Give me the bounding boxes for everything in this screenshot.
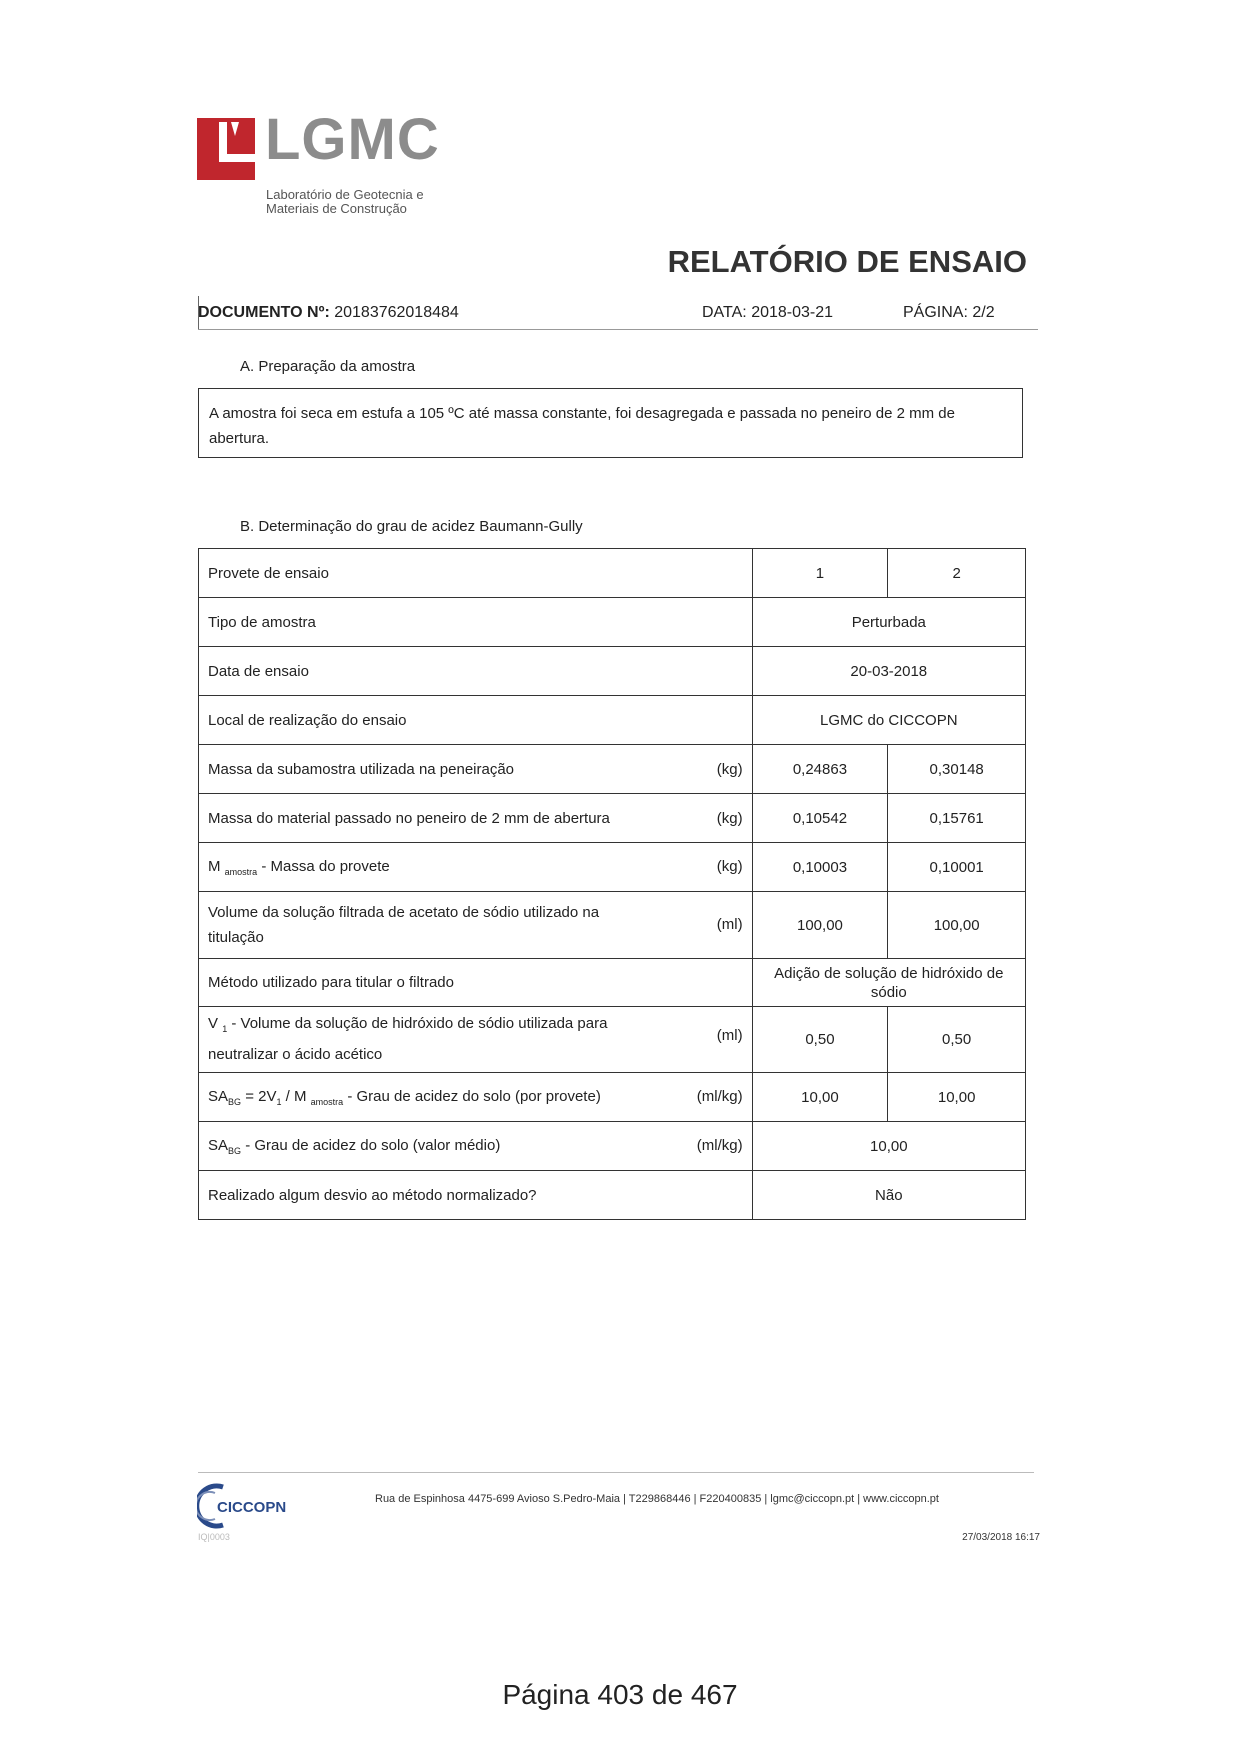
table-row xyxy=(199,1073,1026,1122)
row-label: Data de ensaio xyxy=(199,647,753,696)
value-1: 0,50 xyxy=(752,1007,888,1073)
value-2: 10,00 xyxy=(888,1073,1026,1122)
table-row xyxy=(199,843,1026,892)
value-2: 0,50 xyxy=(888,1007,1026,1073)
value-tipo: Perturbada xyxy=(752,598,1025,647)
value-1: 0,10542 xyxy=(752,794,888,843)
table-row xyxy=(199,959,1026,1007)
section-a-title: A. Preparação da amostra xyxy=(240,358,416,375)
unit: (kg) xyxy=(716,760,743,778)
value-sa-medio: 10,00 xyxy=(752,1122,1025,1171)
row-label: Método utilizado para titular o filtrado xyxy=(199,959,753,1007)
value-1: 10,00 xyxy=(752,1073,888,1122)
page-number: Página 403 de 467 xyxy=(502,1679,738,1710)
document-number: DOCUMENTO Nº: 20183762018484 xyxy=(198,304,459,321)
value-desvio: Não xyxy=(752,1171,1025,1220)
lgmc-logo-icon xyxy=(197,118,255,180)
unit: (ml) xyxy=(716,1027,743,1044)
row-label: (ml/kg) $SA_{BG} = 2V_1 / M$ $_{amostra}$ - Grau de acidez do solo (por provete) xyxy=(199,1073,753,1122)
value-provete-1: 1 xyxy=(752,549,888,598)
document-date: DATA: 2018-03-21 xyxy=(702,304,834,321)
unit: (ml/kg) xyxy=(696,1087,743,1105)
table-row xyxy=(199,647,1026,696)
table-row xyxy=(199,598,1026,647)
value-data: 20-03-2018 xyxy=(752,647,1025,696)
value-local: LGMC do CICCOPN xyxy=(752,696,1025,745)
section-b-title: B. Determinação do grau de acidez Baumann-Gully xyxy=(240,518,583,535)
results-table xyxy=(198,548,1026,1220)
row-label: (ml/kg) $SA_{BG}$ - Grau de acidez do solo (valor médio) xyxy=(199,1122,753,1171)
footer-logo-caption: IQ|0003 xyxy=(198,1532,230,1542)
value-provete-2: 2 xyxy=(888,549,1026,598)
report-title: RELATÓRIO DE ENSAIO xyxy=(667,244,1027,279)
table-row xyxy=(199,794,1026,843)
value-2: 100,00 xyxy=(888,892,1026,959)
logo-subtitle: Laboratório de Geotecnia e Materiais de Construção xyxy=(266,187,424,216)
row-label: Realizado algum desvio ao método normalizado? xyxy=(199,1171,753,1220)
value-metodo: Adição de solução de hidróxido de sódio xyxy=(752,959,1025,1007)
table-row xyxy=(199,892,1026,959)
value-1: 0,24863 xyxy=(752,745,888,794)
logo-text: LGMC xyxy=(265,107,440,172)
section-a-text: A amostra foi seca em estufa a 105 ºC até massa constante, foi desagregada e passada no peneiro de 2 mm de abertura. xyxy=(198,388,1023,458)
row-label: (ml) V $_1$ - Volume da solução de hidróxido de sódio utilizada para neutralizar o ácido acético xyxy=(199,1007,753,1073)
footer-address: Rua de Espinhosa 4475-699 Avioso S.Pedro-Maia | T229868446 | F220400835 | lgmc@ciccopn.pt | www.ciccopn.pt xyxy=(375,1493,939,1505)
footer-divider xyxy=(198,1472,1034,1473)
unit: (ml) xyxy=(716,916,743,933)
row-label: (kg) M $_{amostra}$ - Massa do provete xyxy=(199,843,753,892)
row-label: Provete de ensaio xyxy=(199,549,753,598)
value-1: 100,00 xyxy=(752,892,888,959)
row-label: (kg) Massa da subamostra utilizada na peneiração xyxy=(199,745,753,794)
table-row xyxy=(199,1122,1026,1171)
row-label: Local de realização do ensaio xyxy=(199,696,753,745)
table-row xyxy=(199,549,1026,598)
ciccopn-logo-icon xyxy=(197,1481,293,1531)
row-label: (kg) Massa do material passado no peneiro de 2 mm de abertura xyxy=(199,794,753,843)
unit: (ml/kg) xyxy=(696,1136,743,1154)
table-row xyxy=(199,745,1026,794)
value-1: 0,10003 xyxy=(752,843,888,892)
table-row xyxy=(199,1007,1026,1073)
footer-timestamp: 27/03/2018 16:17 xyxy=(962,1532,1040,1543)
value-2: 0,30148 xyxy=(888,745,1026,794)
row-label: Tipo de amostra xyxy=(199,598,753,647)
document-page: PÁGINA: 2/2 xyxy=(903,304,995,321)
value-2: 0,10001 xyxy=(888,843,1026,892)
value-2: 0,15761 xyxy=(888,794,1026,843)
footer-logo-text: CICCOPN xyxy=(217,1499,287,1516)
row-label: (ml) Volume da solução filtrada de acetato de sódio utilizado na titulação xyxy=(199,892,753,959)
table-row xyxy=(199,696,1026,745)
unit: (kg) xyxy=(716,809,743,827)
header-divider xyxy=(198,329,1038,330)
unit: (kg) xyxy=(716,857,743,875)
table-row xyxy=(199,1171,1026,1220)
